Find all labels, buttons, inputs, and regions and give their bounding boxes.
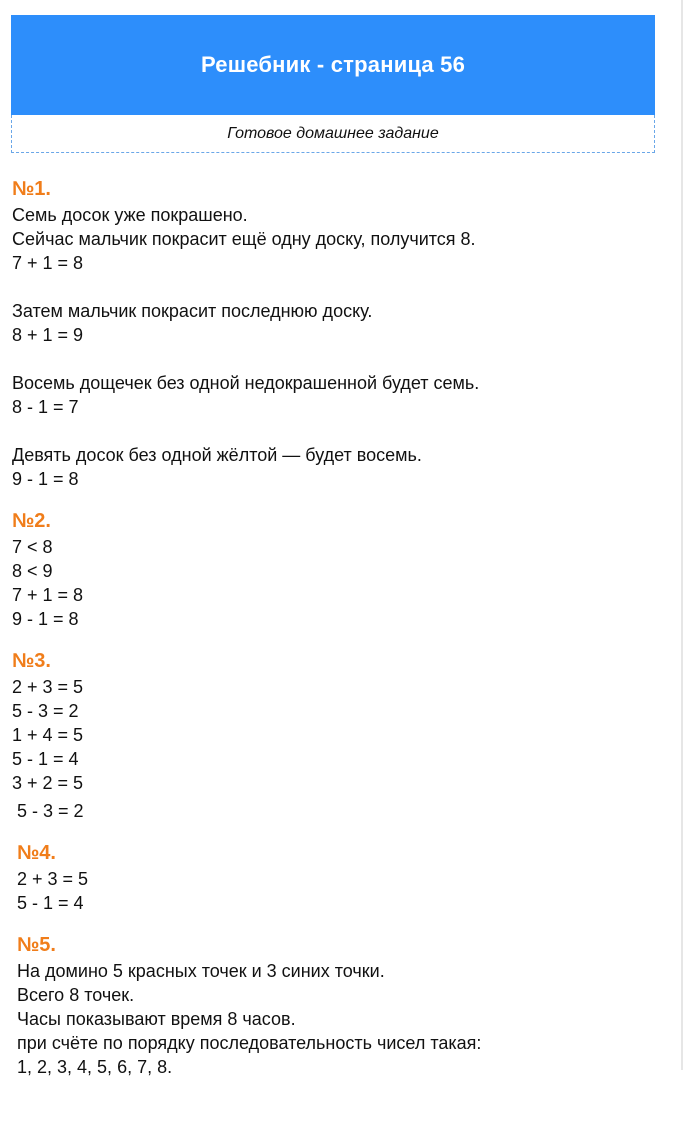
task-line: 9 - 1 = 8 bbox=[12, 609, 79, 629]
task-5 bbox=[12, 931, 672, 1079]
task-2 bbox=[12, 507, 672, 631]
page-edge bbox=[681, 0, 683, 1070]
page-subheader bbox=[11, 115, 655, 153]
task-line: 2 + 3 = 5 bbox=[17, 869, 89, 889]
task-line: Затем мальчик покрасит последнюю доску. bbox=[12, 301, 373, 321]
task-line: 3 + 2 = 5 bbox=[12, 773, 84, 793]
task-title: №3. bbox=[12, 650, 51, 672]
page-header bbox=[11, 15, 655, 115]
spacer bbox=[12, 347, 672, 371]
page-title: Решебник - страница 56 bbox=[200, 52, 466, 77]
task-line: 1 + 4 = 5 bbox=[12, 725, 84, 745]
task-line: 8 < 9 bbox=[12, 561, 53, 581]
task-line: Сейчас мальчик покрасит ещё одну доску, получится 8. bbox=[12, 229, 476, 249]
task-title: №4. bbox=[17, 842, 56, 864]
task-title: №1. bbox=[12, 178, 51, 200]
task-line: 9 - 1 = 8 bbox=[12, 469, 79, 489]
task-line: при счёте по порядку последовательность чисел такая: bbox=[17, 1033, 482, 1053]
task-line: 5 - 3 = 2 bbox=[17, 801, 84, 821]
task-4 bbox=[12, 839, 672, 915]
task-line: 7 + 1 = 8 bbox=[12, 585, 84, 605]
task-line: Девять досок без одной жёлтой — будет восемь. bbox=[12, 445, 422, 465]
task-line: 8 - 1 = 7 bbox=[12, 397, 79, 417]
task-line: Восемь дощечек без одной недокрашенной будет семь. bbox=[12, 373, 480, 393]
task-line: 5 - 3 = 2 bbox=[12, 701, 79, 721]
task-line: 7 < 8 bbox=[12, 537, 53, 557]
task-1 bbox=[12, 175, 672, 491]
task-line: 7 + 1 = 8 bbox=[12, 253, 84, 273]
page-subtitle: Готовое домашнее задание bbox=[227, 124, 439, 142]
task-line: 8 + 1 = 9 bbox=[12, 325, 84, 345]
task-title: №5. bbox=[17, 934, 56, 956]
task-line: 1, 2, 3, 4, 5, 6, 7, 8. bbox=[17, 1057, 173, 1077]
spacer bbox=[12, 419, 672, 443]
task-line: Семь досок уже покрашено. bbox=[12, 205, 248, 225]
task-line: На домино 5 красных точек и 3 синих точки. bbox=[17, 961, 385, 981]
task-title: №2. bbox=[12, 510, 51, 532]
task-line: Часы показывают время 8 часов. bbox=[17, 1009, 296, 1029]
task-line: Всего 8 точек. bbox=[17, 985, 135, 1005]
task-line: 2 + 3 = 5 bbox=[12, 677, 84, 697]
task-3 bbox=[12, 647, 672, 823]
solutions-content bbox=[12, 175, 672, 1079]
task-line: 5 - 1 = 4 bbox=[12, 749, 79, 769]
spacer bbox=[12, 275, 672, 299]
task-line: 5 - 1 = 4 bbox=[17, 893, 84, 913]
